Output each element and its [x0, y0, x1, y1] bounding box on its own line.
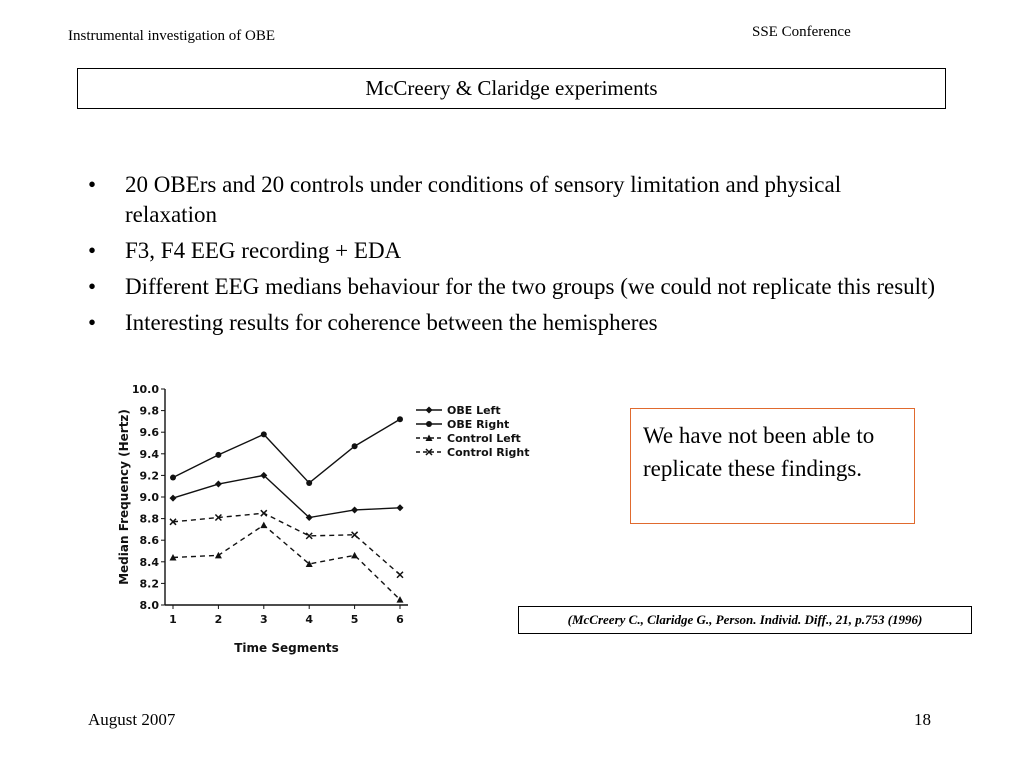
data-point-obe-left	[351, 506, 358, 513]
bullet-text: Different EEG medians behaviour for the two groups (we could not replicate this result)	[125, 274, 936, 299]
reference-box	[518, 606, 972, 634]
data-point-obe-right	[261, 431, 267, 437]
slide-title: McCreery & Claridge experiments	[365, 76, 658, 100]
y-tick-label: 8.6	[139, 534, 159, 548]
x-tick-label: 6	[396, 613, 404, 626]
bullet-item	[88, 308, 938, 338]
header-left-text: Instrumental investigation of OBE	[68, 28, 276, 44]
bullet-text: Interesting results for coherence between the hemispheres	[125, 310, 658, 335]
data-point-control-left	[351, 552, 358, 559]
page-number: 18	[914, 710, 931, 729]
y-tick-label: 9.2	[139, 469, 159, 483]
data-point-control-left	[260, 522, 267, 529]
median-frequency-chart	[108, 376, 538, 661]
bullet-item	[88, 236, 938, 266]
bullet-item	[88, 272, 938, 302]
y-tick-label: 9.6	[139, 426, 159, 440]
slide-title-box	[77, 68, 946, 109]
footer-date: August 2007	[88, 710, 176, 729]
bullet-list	[88, 170, 938, 344]
series-line-control-left	[173, 525, 400, 600]
series-line-obe-right	[173, 419, 400, 483]
x-tick-label: 2	[214, 613, 223, 626]
bullet-dot: •	[88, 274, 97, 299]
legend-label-obe-right: OBE Right	[447, 418, 510, 431]
y-tick-label: 9.8	[139, 404, 159, 418]
x-tick-label: 5	[350, 613, 359, 626]
data-point-control-right	[261, 510, 267, 516]
y-tick-label: 8.8	[139, 512, 159, 526]
x-tick-label: 4	[305, 613, 314, 626]
y-tick-label: 10.0	[131, 383, 159, 396]
bullet-dot: •	[88, 310, 97, 335]
replication-note-text: We have not been able to replicate these findings.	[643, 423, 875, 481]
bullet-text: 20 OBErs and 20 controls under conditions of sensory limitation and physical relaxation	[125, 172, 842, 227]
y-axis-label: Median Frequency (Hertz)	[117, 409, 131, 585]
series-line-obe-left	[173, 475, 400, 517]
y-tick-label: 8.4	[139, 555, 159, 569]
data-point-obe-right	[352, 443, 358, 449]
data-point-obe-right	[397, 416, 403, 422]
bullet-dot: •	[88, 238, 97, 263]
legend-marker-obe-left	[426, 407, 433, 414]
y-tick-label: 8.0	[139, 599, 159, 612]
header-right-text: SSE Conference	[752, 24, 851, 40]
bullet-text: F3, F4 EEG recording + EDA	[125, 238, 402, 263]
replication-note	[630, 408, 915, 524]
data-point-obe-left	[397, 504, 404, 511]
data-point-obe-left	[170, 495, 177, 502]
legend-label-control-right: Control Right	[447, 446, 530, 459]
legend-label-obe-left: OBE Left	[447, 404, 501, 417]
legend-label-control-left: Control Left	[447, 432, 521, 445]
x-tick-label: 3	[259, 613, 268, 626]
y-tick-label: 9.4	[139, 447, 159, 461]
y-tick-label: 9.0	[139, 491, 159, 504]
x-axis-label: Time Segments	[234, 641, 339, 655]
data-point-control-right	[397, 572, 403, 578]
data-point-obe-right	[170, 475, 176, 481]
bullet-dot: •	[88, 172, 97, 197]
x-tick-label: 1	[169, 613, 177, 626]
legend-marker-obe-right	[426, 421, 432, 427]
data-point-obe-left	[215, 481, 222, 488]
data-point-control-left	[215, 552, 222, 559]
y-tick-label: 8.2	[139, 577, 159, 591]
bullet-item	[88, 170, 938, 230]
reference-text: (McCreery C., Claridge G., Person. Individ. Diff., 21, p.753 (1996)	[567, 612, 923, 627]
data-point-obe-right	[215, 452, 221, 458]
data-point-control-right	[352, 532, 358, 538]
data-point-obe-right	[306, 480, 312, 486]
